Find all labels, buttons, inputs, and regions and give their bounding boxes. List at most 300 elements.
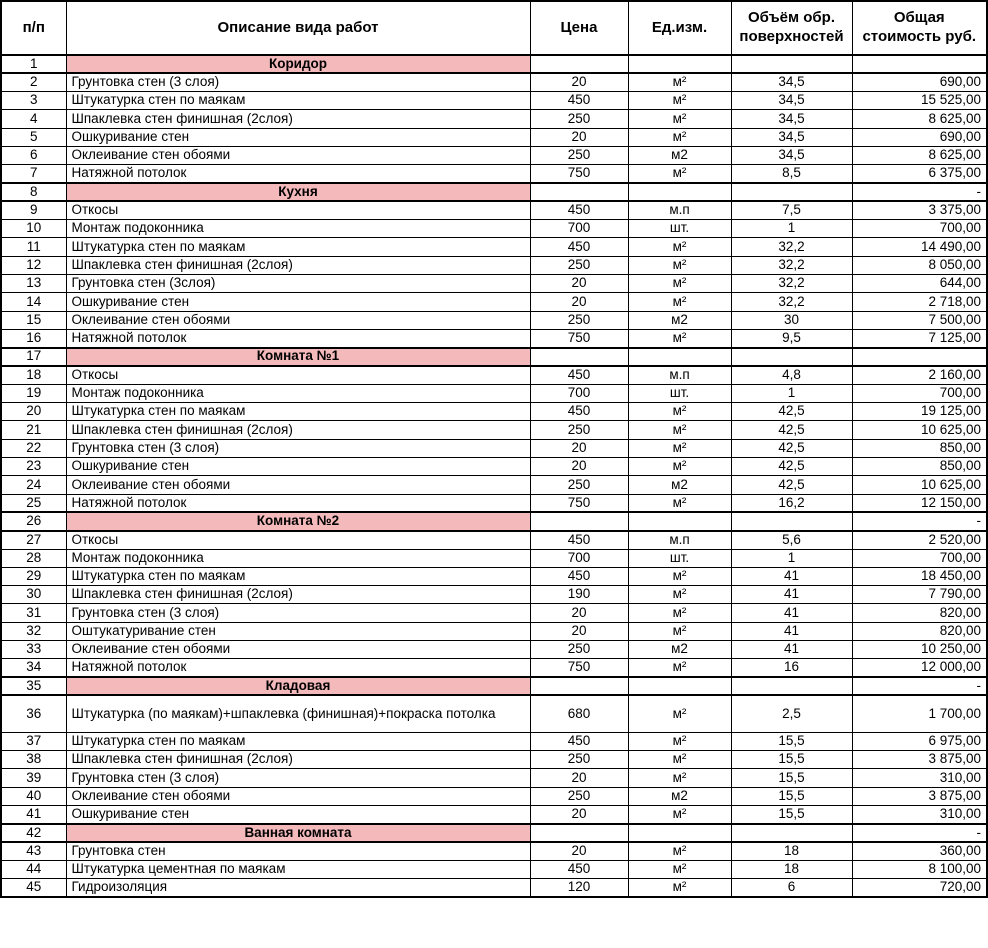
cell-row-number: 8 <box>1 183 66 201</box>
cell-price: 700 <box>530 220 628 238</box>
cell-unit: м² <box>628 860 731 878</box>
work-row <box>1 238 987 256</box>
cell-unit: м² <box>628 769 731 787</box>
cell-volume: 2,5 <box>731 695 852 732</box>
cell-row-number: 42 <box>1 824 66 842</box>
cell-unit: м² <box>628 879 731 897</box>
cell-volume: 15,5 <box>731 806 852 824</box>
cell-unit <box>628 512 731 530</box>
cell-total-cost: 644,00 <box>852 275 987 293</box>
cell-row-number: 28 <box>1 549 66 567</box>
cell-unit: м² <box>628 695 731 732</box>
cell-work-description: Штукатурка стен по маякам <box>66 732 530 750</box>
cell-price: 450 <box>530 567 628 585</box>
cell-total-cost: 310,00 <box>852 769 987 787</box>
work-row <box>1 366 987 384</box>
cell-price: 20 <box>530 842 628 860</box>
cell-total-cost: 3 875,00 <box>852 751 987 769</box>
cell-volume <box>731 348 852 366</box>
work-row <box>1 695 987 732</box>
cell-total-cost: 10 250,00 <box>852 641 987 659</box>
work-row <box>1 421 987 439</box>
cell-row-number: 10 <box>1 220 66 238</box>
cell-unit: м² <box>628 329 731 347</box>
section-title-cell: Комната №1 <box>66 348 530 366</box>
work-row <box>1 567 987 585</box>
cell-volume: 42,5 <box>731 458 852 476</box>
work-row <box>1 531 987 549</box>
cell-row-number: 13 <box>1 275 66 293</box>
cell-volume: 34,5 <box>731 128 852 146</box>
section-title-cell: Коридор <box>66 55 530 73</box>
cell-volume: 41 <box>731 604 852 622</box>
work-row <box>1 110 987 128</box>
cell-price: 450 <box>530 732 628 750</box>
cell-row-number: 44 <box>1 860 66 878</box>
cell-row-number: 27 <box>1 531 66 549</box>
cell-row-number: 45 <box>1 879 66 897</box>
work-row <box>1 220 987 238</box>
cell-total-cost: 360,00 <box>852 842 987 860</box>
cell-row-number: 40 <box>1 787 66 805</box>
cell-row-number: 35 <box>1 677 66 695</box>
cell-unit: м² <box>628 586 731 604</box>
cell-total-cost <box>852 55 987 73</box>
cell-price: 450 <box>530 92 628 110</box>
cell-row-number: 34 <box>1 659 66 677</box>
section-title-cell: Ванная комната <box>66 824 530 842</box>
cell-volume: 4,8 <box>731 366 852 384</box>
cell-row-number: 24 <box>1 476 66 494</box>
cell-price: 250 <box>530 110 628 128</box>
cell-total-cost: 690,00 <box>852 73 987 91</box>
cell-row-number: 37 <box>1 732 66 750</box>
work-row <box>1 329 987 347</box>
section-title-cell: Кухня <box>66 183 530 201</box>
cell-total-cost <box>852 348 987 366</box>
cell-work-description: Оклеивание стен обоями <box>66 311 530 329</box>
cell-total-cost: 690,00 <box>852 128 987 146</box>
cell-unit: м² <box>628 256 731 274</box>
work-row <box>1 549 987 567</box>
cell-price <box>530 183 628 201</box>
work-row <box>1 311 987 329</box>
cell-row-number: 7 <box>1 165 66 183</box>
cell-volume: 8,5 <box>731 165 852 183</box>
cell-unit: м² <box>628 110 731 128</box>
cell-row-number: 9 <box>1 201 66 219</box>
cell-total-cost: 2 160,00 <box>852 366 987 384</box>
cell-volume: 42,5 <box>731 439 852 457</box>
cell-work-description: Ошкуривание стен <box>66 458 530 476</box>
cell-row-number: 15 <box>1 311 66 329</box>
work-row <box>1 403 987 421</box>
cell-work-description: Оклеивание стен обоями <box>66 641 530 659</box>
work-row <box>1 604 987 622</box>
cell-total-cost: - <box>852 183 987 201</box>
cell-work-description: Грунтовка стен <box>66 842 530 860</box>
section-title-cell: Кладовая <box>66 677 530 695</box>
section-row <box>1 55 987 73</box>
cell-unit: м² <box>628 622 731 640</box>
cell-work-description: Штукатурка стен по маякам <box>66 403 530 421</box>
cell-work-description: Шпаклевка стен финишная (2слоя) <box>66 421 530 439</box>
column-header-description: Описание вида работ <box>66 1 530 55</box>
work-row <box>1 256 987 274</box>
cell-price: 20 <box>530 439 628 457</box>
cell-work-description: Шпаклевка стен финишная (2слоя) <box>66 256 530 274</box>
cell-work-description: Шпаклевка стен финишная (2слоя) <box>66 586 530 604</box>
work-row <box>1 128 987 146</box>
cell-volume: 18 <box>731 842 852 860</box>
cell-volume: 42,5 <box>731 403 852 421</box>
cell-total-cost: 6 975,00 <box>852 732 987 750</box>
cell-volume: 1 <box>731 384 852 402</box>
cell-price: 250 <box>530 751 628 769</box>
cell-unit: м² <box>628 751 731 769</box>
column-header-total: Общая стоимость руб. <box>852 1 987 55</box>
cell-price: 250 <box>530 476 628 494</box>
cell-price: 750 <box>530 329 628 347</box>
cell-price: 20 <box>530 604 628 622</box>
section-row <box>1 183 987 201</box>
cell-total-cost: 1 700,00 <box>852 695 987 732</box>
cell-unit: м² <box>628 275 731 293</box>
cell-price <box>530 677 628 695</box>
cell-price: 20 <box>530 806 628 824</box>
cell-work-description: Натяжной потолок <box>66 494 530 512</box>
work-row <box>1 659 987 677</box>
cell-work-description: Монтаж подоконника <box>66 384 530 402</box>
cell-price: 120 <box>530 879 628 897</box>
cell-unit: м² <box>628 128 731 146</box>
cell-volume: 34,5 <box>731 146 852 164</box>
cell-unit: м² <box>628 73 731 91</box>
cell-work-description: Оклеивание стен обоями <box>66 146 530 164</box>
cell-unit: м² <box>628 293 731 311</box>
cell-unit: м2 <box>628 787 731 805</box>
work-row <box>1 860 987 878</box>
cell-price: 20 <box>530 622 628 640</box>
cell-volume: 16 <box>731 659 852 677</box>
section-row <box>1 824 987 842</box>
column-header-unit: Ед.изм. <box>628 1 731 55</box>
cell-unit: м2 <box>628 476 731 494</box>
cell-total-cost: 310,00 <box>852 806 987 824</box>
work-row <box>1 879 987 897</box>
cell-work-description: Грунтовка стен (3 слоя) <box>66 769 530 787</box>
work-row <box>1 201 987 219</box>
cell-work-description: Откосы <box>66 366 530 384</box>
cell-volume: 41 <box>731 567 852 585</box>
cell-unit: м2 <box>628 146 731 164</box>
cell-total-cost: 7 125,00 <box>852 329 987 347</box>
cell-price: 450 <box>530 860 628 878</box>
cell-price: 250 <box>530 311 628 329</box>
work-row <box>1 622 987 640</box>
cell-unit: шт. <box>628 384 731 402</box>
cell-unit: м² <box>628 165 731 183</box>
cell-row-number: 6 <box>1 146 66 164</box>
table-header <box>1 1 987 55</box>
cell-price: 700 <box>530 549 628 567</box>
cell-row-number: 14 <box>1 293 66 311</box>
cell-row-number: 16 <box>1 329 66 347</box>
cell-unit: м² <box>628 494 731 512</box>
cell-row-number: 33 <box>1 641 66 659</box>
cell-volume <box>731 824 852 842</box>
cell-row-number: 31 <box>1 604 66 622</box>
cell-unit: м2 <box>628 311 731 329</box>
cell-volume: 15,5 <box>731 732 852 750</box>
cell-total-cost: 8 625,00 <box>852 110 987 128</box>
column-header-number: п/п <box>1 1 66 55</box>
cell-work-description: Натяжной потолок <box>66 329 530 347</box>
column-header-price: Цена <box>530 1 628 55</box>
cell-volume: 32,2 <box>731 293 852 311</box>
cell-work-description: Штукатурка цементная по маякам <box>66 860 530 878</box>
cell-row-number: 26 <box>1 512 66 530</box>
cell-row-number: 19 <box>1 384 66 402</box>
cell-unit: м.п <box>628 201 731 219</box>
cell-price: 250 <box>530 641 628 659</box>
cell-row-number: 32 <box>1 622 66 640</box>
cell-row-number: 22 <box>1 439 66 457</box>
cell-row-number: 3 <box>1 92 66 110</box>
cell-work-description: Грунтовка стен (3 слоя) <box>66 439 530 457</box>
cell-total-cost: 14 490,00 <box>852 238 987 256</box>
work-row <box>1 732 987 750</box>
cell-volume: 9,5 <box>731 329 852 347</box>
cell-volume: 6 <box>731 879 852 897</box>
cell-unit <box>628 677 731 695</box>
work-row <box>1 92 987 110</box>
cell-volume: 41 <box>731 586 852 604</box>
cell-row-number: 25 <box>1 494 66 512</box>
cell-price: 450 <box>530 403 628 421</box>
cell-unit: м.п <box>628 531 731 549</box>
cell-row-number: 43 <box>1 842 66 860</box>
cell-work-description: Монтаж подоконника <box>66 549 530 567</box>
cell-total-cost: 2 718,00 <box>852 293 987 311</box>
cell-unit: м² <box>628 238 731 256</box>
cell-total-cost: 8 050,00 <box>852 256 987 274</box>
cell-volume: 42,5 <box>731 421 852 439</box>
cell-price: 450 <box>530 238 628 256</box>
cell-total-cost: 7 790,00 <box>852 586 987 604</box>
cell-work-description: Штукатурка (по маякам)+шпаклевка (финишная)+покраска потолка <box>66 695 530 732</box>
cell-work-description: Ошкуривание стен <box>66 806 530 824</box>
work-row <box>1 275 987 293</box>
cell-work-description: Штукатурка стен по маякам <box>66 238 530 256</box>
cell-work-description: Шпаклевка стен финишная (2слоя) <box>66 751 530 769</box>
cell-total-cost: 7 500,00 <box>852 311 987 329</box>
cell-volume: 7,5 <box>731 201 852 219</box>
cell-volume: 5,6 <box>731 531 852 549</box>
cell-work-description: Оклеивание стен обоями <box>66 787 530 805</box>
cell-row-number: 21 <box>1 421 66 439</box>
cell-row-number: 41 <box>1 806 66 824</box>
column-header-volume: Объём обр. поверхностей <box>731 1 852 55</box>
cell-total-cost: 700,00 <box>852 549 987 567</box>
cell-total-cost: 8 100,00 <box>852 860 987 878</box>
cell-work-description: Откосы <box>66 531 530 549</box>
work-row <box>1 586 987 604</box>
cell-price <box>530 824 628 842</box>
cell-row-number: 1 <box>1 55 66 73</box>
cell-total-cost: 10 625,00 <box>852 421 987 439</box>
cell-volume <box>731 183 852 201</box>
cell-price <box>530 512 628 530</box>
cell-row-number: 11 <box>1 238 66 256</box>
cell-unit: м² <box>628 732 731 750</box>
cell-row-number: 38 <box>1 751 66 769</box>
cell-unit: м² <box>628 842 731 860</box>
section-row <box>1 512 987 530</box>
cell-price: 450 <box>530 201 628 219</box>
cell-total-cost: 3 375,00 <box>852 201 987 219</box>
cell-price: 20 <box>530 458 628 476</box>
cell-unit <box>628 55 731 73</box>
cell-work-description: Оштукатуривание стен <box>66 622 530 640</box>
cell-row-number: 5 <box>1 128 66 146</box>
cell-unit: м² <box>628 458 731 476</box>
cell-total-cost: 850,00 <box>852 439 987 457</box>
cell-unit <box>628 183 731 201</box>
cell-volume: 15,5 <box>731 751 852 769</box>
cell-row-number: 4 <box>1 110 66 128</box>
work-row <box>1 806 987 824</box>
cell-row-number: 23 <box>1 458 66 476</box>
cell-unit: м² <box>628 604 731 622</box>
cell-unit: м² <box>628 421 731 439</box>
cell-work-description: Ошкуривание стен <box>66 128 530 146</box>
cell-volume <box>731 512 852 530</box>
cell-row-number: 29 <box>1 567 66 585</box>
cell-row-number: 12 <box>1 256 66 274</box>
cell-unit <box>628 824 731 842</box>
cell-volume: 30 <box>731 311 852 329</box>
work-row <box>1 384 987 402</box>
cell-price: 250 <box>530 787 628 805</box>
cell-volume: 32,2 <box>731 238 852 256</box>
cell-volume <box>731 677 852 695</box>
cell-work-description: Откосы <box>66 201 530 219</box>
cell-work-description: Грунтовка стен (3 слоя) <box>66 604 530 622</box>
cell-total-cost: 18 450,00 <box>852 567 987 585</box>
cell-row-number: 17 <box>1 348 66 366</box>
cell-total-cost: 820,00 <box>852 622 987 640</box>
cell-unit: м² <box>628 567 731 585</box>
cell-volume: 41 <box>731 641 852 659</box>
cell-volume: 15,5 <box>731 787 852 805</box>
cell-work-description: Грунтовка стен (3слоя) <box>66 275 530 293</box>
cell-work-description: Гидроизоляция <box>66 879 530 897</box>
cell-total-cost: 15 525,00 <box>852 92 987 110</box>
work-row <box>1 842 987 860</box>
cell-volume: 16,2 <box>731 494 852 512</box>
cell-volume: 32,2 <box>731 256 852 274</box>
cell-price: 750 <box>530 165 628 183</box>
work-row <box>1 641 987 659</box>
cell-work-description: Ошкуривание стен <box>66 293 530 311</box>
cell-price: 680 <box>530 695 628 732</box>
cell-row-number: 2 <box>1 73 66 91</box>
cell-total-cost: 3 875,00 <box>852 787 987 805</box>
cell-work-description: Монтаж подоконника <box>66 220 530 238</box>
cell-price: 700 <box>530 384 628 402</box>
cell-unit: м² <box>628 403 731 421</box>
cell-price: 20 <box>530 128 628 146</box>
header-row <box>1 1 987 55</box>
cell-total-cost: 700,00 <box>852 220 987 238</box>
cell-work-description: Грунтовка стен (3 слоя) <box>66 73 530 91</box>
cell-volume: 1 <box>731 220 852 238</box>
cell-price: 750 <box>530 494 628 512</box>
cell-price: 250 <box>530 256 628 274</box>
cell-total-cost: 6 375,00 <box>852 165 987 183</box>
cell-unit: м.п <box>628 366 731 384</box>
cell-unit: м² <box>628 439 731 457</box>
cell-row-number: 30 <box>1 586 66 604</box>
cell-price <box>530 55 628 73</box>
cell-work-description: Оклеивание стен обоями <box>66 476 530 494</box>
cell-total-cost: 8 625,00 <box>852 146 987 164</box>
cell-price: 20 <box>530 769 628 787</box>
cell-total-cost: 700,00 <box>852 384 987 402</box>
section-row <box>1 348 987 366</box>
cell-work-description: Шпаклевка стен финишная (2слоя) <box>66 110 530 128</box>
cell-price: 450 <box>530 366 628 384</box>
cell-volume: 42,5 <box>731 476 852 494</box>
cell-unit: м² <box>628 659 731 677</box>
cell-total-cost: 820,00 <box>852 604 987 622</box>
cell-volume: 18 <box>731 860 852 878</box>
cell-price: 250 <box>530 421 628 439</box>
cell-volume: 34,5 <box>731 92 852 110</box>
work-row <box>1 146 987 164</box>
cell-total-cost: - <box>852 512 987 530</box>
cell-unit: шт. <box>628 549 731 567</box>
cell-total-cost: 12 000,00 <box>852 659 987 677</box>
section-row <box>1 677 987 695</box>
cell-work-description: Натяжной потолок <box>66 659 530 677</box>
work-row <box>1 439 987 457</box>
cell-total-cost: 10 625,00 <box>852 476 987 494</box>
cell-price: 750 <box>530 659 628 677</box>
cell-work-description: Штукатурка стен по маякам <box>66 92 530 110</box>
cell-total-cost: 12 150,00 <box>852 494 987 512</box>
cell-row-number: 39 <box>1 769 66 787</box>
work-row <box>1 73 987 91</box>
work-row <box>1 458 987 476</box>
work-row <box>1 293 987 311</box>
cell-price <box>530 348 628 366</box>
cell-row-number: 20 <box>1 403 66 421</box>
cell-volume: 34,5 <box>731 110 852 128</box>
cell-row-number: 36 <box>1 695 66 732</box>
cell-volume: 15,5 <box>731 769 852 787</box>
cell-total-cost: 850,00 <box>852 458 987 476</box>
cell-volume: 41 <box>731 622 852 640</box>
cell-total-cost: 720,00 <box>852 879 987 897</box>
cell-row-number: 18 <box>1 366 66 384</box>
cell-price: 20 <box>530 73 628 91</box>
cell-total-cost: - <box>852 824 987 842</box>
cell-price: 20 <box>530 275 628 293</box>
cell-total-cost: 19 125,00 <box>852 403 987 421</box>
cell-unit: шт. <box>628 220 731 238</box>
